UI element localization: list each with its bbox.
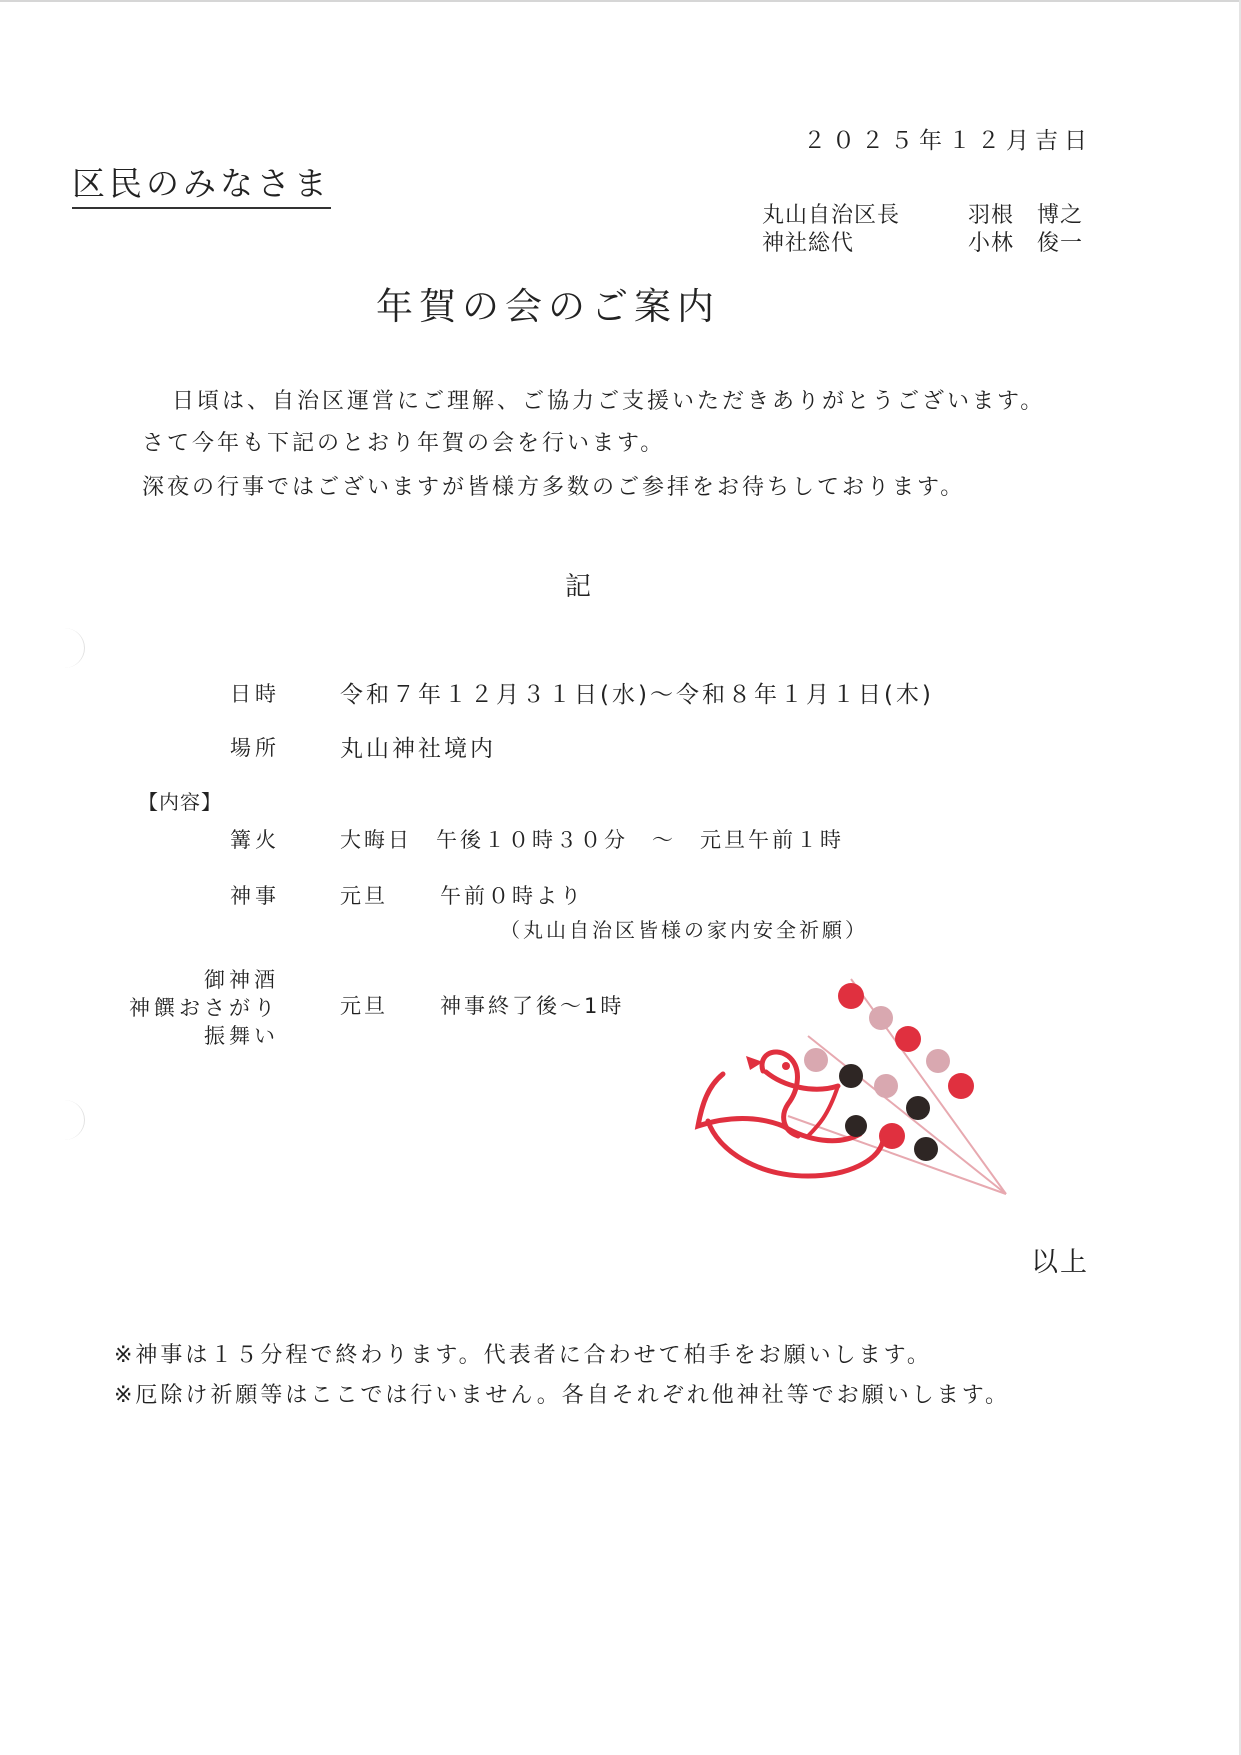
kagaribi-label: 篝火 bbox=[230, 828, 280, 852]
punch-hole bbox=[44, 628, 85, 668]
place-value: 丸山神社境内 bbox=[340, 736, 496, 762]
note-line: ※厄除け祈願等はここでは行いません。各自それぞれ他神社等でお願いします。 bbox=[114, 1383, 1010, 1408]
page-title: 年賀の会のご案内 bbox=[376, 285, 720, 328]
intro-line: 日頃は、自治区運営にご理解、ご協力ご支援いただきありがとうございます。 bbox=[172, 389, 1046, 414]
shinji-label: 神事 bbox=[230, 884, 280, 908]
datetime-value: 令和７年１２月３１日(水)〜令和８年１月１日(木) bbox=[340, 682, 934, 708]
note-line: ※神事は１５分程で終わります。代表者に合わせて柏手をお願いします。 bbox=[114, 1343, 932, 1368]
datetime-label: 日時 bbox=[230, 682, 280, 706]
bird-and-mochibana-icon bbox=[688, 976, 1018, 1206]
scan-edge bbox=[0, 0, 1241, 2]
sender-name: 羽根 博之 bbox=[968, 203, 1084, 228]
recipient: 区民のみなさま bbox=[72, 158, 331, 209]
sake-day: 元旦 bbox=[340, 994, 388, 1018]
issue-date: ２０２５年１２月吉日 bbox=[803, 128, 1093, 154]
sender-name: 小林 俊一 bbox=[968, 231, 1084, 256]
sender-role: 丸山自治区長 bbox=[762, 203, 901, 228]
sender-role: 神社総代 bbox=[762, 231, 855, 256]
shinji-note: （丸山自治区皆様の家内安全祈願） bbox=[500, 918, 868, 942]
sake-label-line: 神饌おさがり bbox=[129, 996, 279, 1020]
intro-line: 深夜の行事ではございますが皆様方多数のご参拝をお待ちしております。 bbox=[142, 475, 966, 500]
shinji-time: 午前０時より bbox=[440, 884, 584, 908]
sake-label-line: 振舞い bbox=[204, 1024, 279, 1048]
sake-time: 神事終了後〜1時 bbox=[440, 994, 625, 1018]
sake-label-line: 御神酒 bbox=[204, 968, 279, 992]
contents-label: 【内容】 bbox=[138, 790, 222, 814]
punch-hole bbox=[44, 1100, 85, 1140]
intro-line: さて今年も下記のとおり年賀の会を行います。 bbox=[142, 431, 666, 456]
ki-heading: 記 bbox=[565, 572, 593, 602]
kagaribi-value: 大晦日 午後１０時３０分 〜 元旦午前１時 bbox=[340, 828, 844, 852]
closing-mark: 以上 bbox=[1031, 1247, 1089, 1278]
place-label: 場所 bbox=[230, 736, 280, 760]
shinji-day: 元旦 bbox=[340, 884, 388, 908]
